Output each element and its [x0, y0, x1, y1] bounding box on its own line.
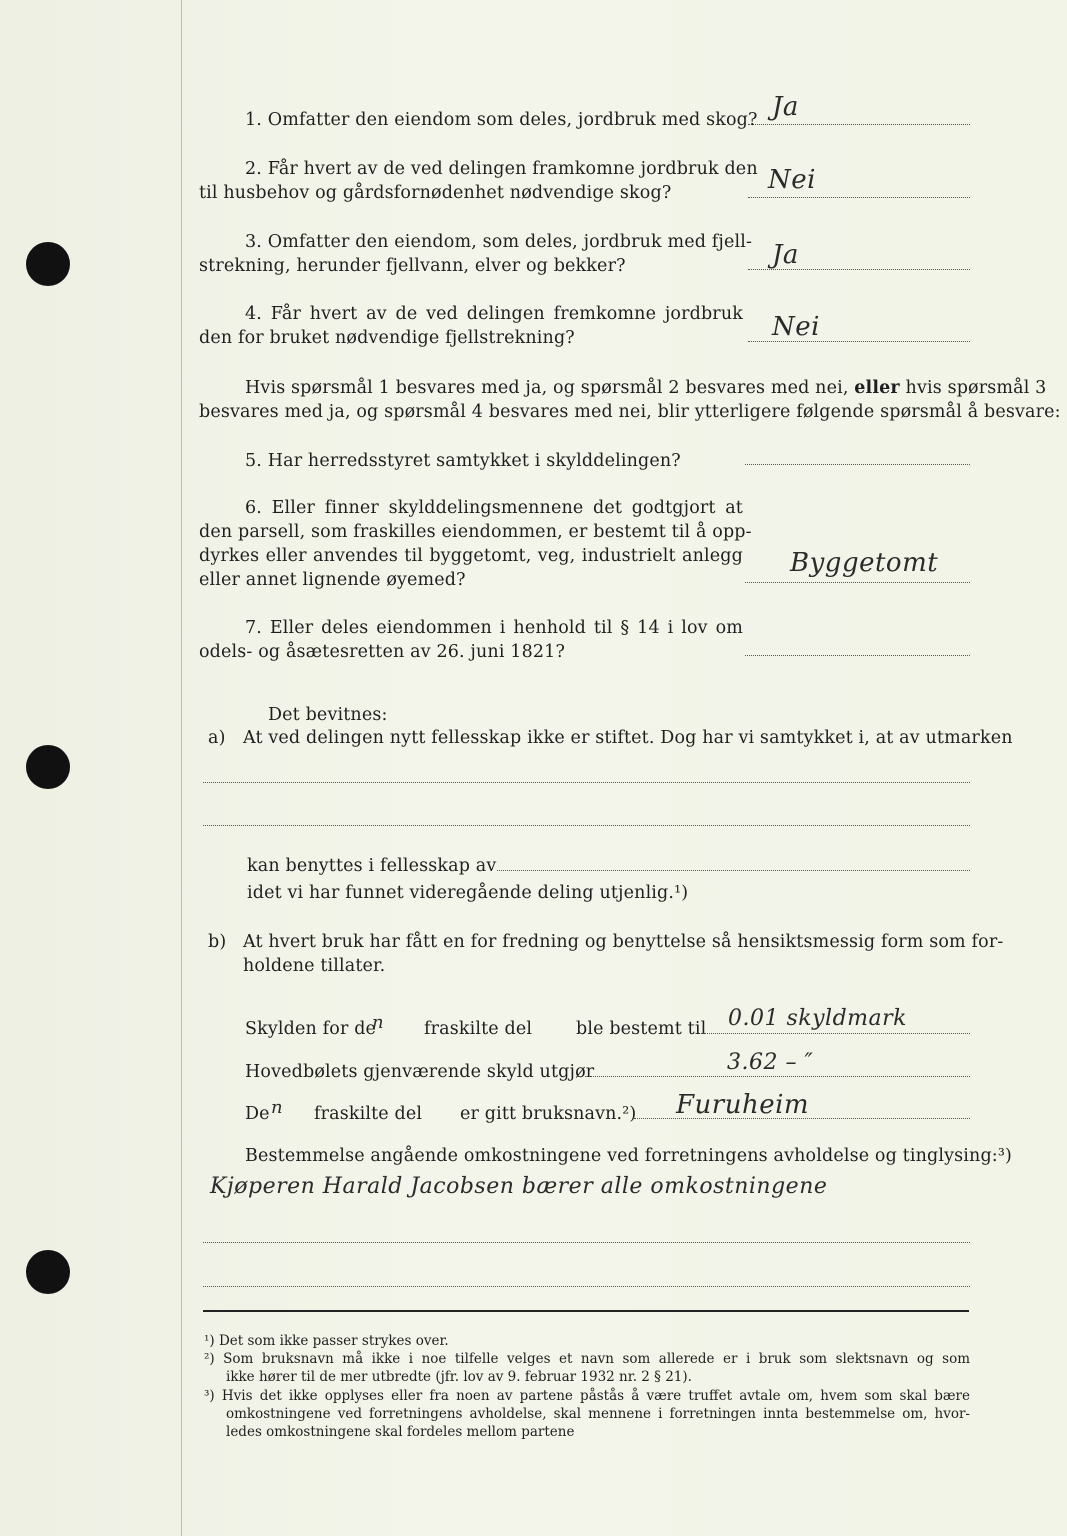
attest-b-label: b) — [208, 932, 227, 952]
question-4-line-1: 4. Får hvert av de ved delingen fremkomne jordbruk — [245, 304, 743, 324]
skyld-row-1-determined: ble bestemt til — [576, 1019, 707, 1039]
footnote-3-line-3: ledes omkostningene skal fordeles mellom partene — [226, 1424, 575, 1440]
question-3-line-1: 3. Omfatter den eiendom, som deles, jordbruk med fjell- — [245, 232, 753, 252]
question-2-line-1: 2. Får hvert av de ved delingen framkomne jordbruk den — [245, 159, 758, 179]
handwritten-answer-3: Ja — [772, 240, 799, 270]
condition-emphasis: eller — [854, 378, 900, 398]
reason-text: idet vi har funnet videregående deling utjenlig.¹) — [247, 883, 689, 903]
condition-line-1c: hvis spørsmål 3 — [905, 378, 1047, 398]
condition-line-1a: Hvis spørsmål 1 besvares med ja, og spørsmål 2 besvares med nei, — [245, 378, 849, 398]
footnote-rule — [203, 1310, 969, 1312]
answer-line-2[interactable] — [748, 197, 970, 198]
attest-b-line-1: At hvert bruk har fått en for fredning og benyttelse så hensiktsmessig form som for- — [243, 932, 1004, 952]
attest-a-label: a) — [208, 728, 226, 748]
skyld-row-1-answer: 0.01 skyldmark — [728, 1006, 907, 1031]
handwritten-answer-1: Ja — [772, 92, 799, 122]
costs-line-2[interactable] — [203, 1286, 970, 1287]
skyld-row-1-label: Skylden for de — [245, 1019, 377, 1039]
footnote-3-line-2: omkostningene ved forretningens avholdelse, skal mennene i forretningen innta bestemmelse om, hvor- — [226, 1406, 970, 1422]
condition-line-2: besvares med ja, og spørsmål 4 besvares med nei, blir ytterligere følgende spørsmål å besvare: — [199, 402, 1061, 422]
shared-use-label: kan benyttes i fellesskap av — [247, 856, 497, 876]
question-5: 5. Har herredsstyret samtykket i skylddelingen? — [245, 451, 681, 471]
footnote-2-line-2: ikke hører til de mer utbredte (jfr. lov av 9. februar 1932 nr. 2 § 21). — [226, 1369, 692, 1385]
attest-heading: Det bevitnes: — [268, 705, 388, 725]
skyld-row-1-part: fraskilte del — [424, 1019, 533, 1039]
footnote-2-line-1: ²) Som bruksnavn må ikke i noe tilfelle velges et navn som allerede er i bruk som slektsnavn og som — [204, 1351, 970, 1367]
skyld-row-2-answer: 3.62 – ″ — [727, 1050, 814, 1075]
skyld-row-3-insert: n — [271, 1097, 284, 1118]
skyld-row-2-label: Hovedbølets gjenværende skyld utgjør — [245, 1062, 595, 1082]
fill-line-utmark-2[interactable] — [203, 825, 970, 826]
question-6-line-3: dyrkes eller anvendes til byggetomt, veg, industrielt anlegg — [199, 546, 743, 566]
fill-line-shared-use[interactable] — [497, 870, 970, 871]
margin-line — [181, 0, 182, 1536]
question-3-line-2: strekning, herunder fjellvann, elver og bekker? — [199, 256, 626, 276]
answer-line-5[interactable] — [745, 464, 970, 465]
question-7-line-2: odels- og åsætesretten av 26. juni 1821? — [199, 642, 565, 662]
skyld-row-3-answer: Furuheim — [676, 1090, 810, 1120]
attest-a-text: At ved delingen nytt fellesskap ikke er stiftet. Dog har vi samtykket i, at av utmarken — [243, 728, 1013, 748]
costs-label: Bestemmelse angående omkostningene ved forretningens avholdelse og tinglysing:³) — [245, 1146, 1012, 1166]
question-6-line-4: eller annet lignende øyemed? — [199, 570, 466, 590]
question-1: 1. Omfatter den eiendom som deles, jordbruk med skog? — [245, 110, 758, 130]
attest-b-line-2: holdene tillater. — [243, 956, 386, 976]
skyld-row-3-named: er gitt bruksnavn.²) — [460, 1104, 637, 1124]
skyld-row-3-part: fraskilte del — [314, 1104, 423, 1124]
punch-hole-middle — [26, 745, 70, 789]
punch-hole-top — [26, 242, 70, 286]
handwritten-answer-2: Nei — [768, 165, 816, 195]
answer-line-6[interactable] — [745, 582, 970, 583]
question-7-line-1: 7. Eller deles eiendommen i henhold til § 14 i lov om — [245, 618, 743, 638]
skyld-row-1-line[interactable] — [703, 1033, 970, 1034]
question-6-line-2: den parsell, som fraskilles eiendommen, er bestemt til å opp- — [199, 522, 752, 542]
answer-line-1[interactable] — [748, 124, 970, 125]
fill-line-utmark-1[interactable] — [203, 782, 970, 783]
question-4-line-2: den for bruket nødvendige fjellstrekning? — [199, 328, 575, 348]
condition-line-1 — [245, 377, 1046, 400]
handwritten-answer-4: Nei — [772, 312, 820, 342]
footnote-3-line-1: ³) Hvis det ikke opplyses eller fra noen av partene påstås å være truffet avtale om, hvem som skal bære — [204, 1388, 970, 1404]
footnote-1: ¹) Det som ikke passer strykes over. — [204, 1333, 449, 1349]
skyld-row-2-line[interactable] — [585, 1076, 970, 1077]
costs-answer: Kjøperen Harald Jacobsen bærer alle omkostningene — [210, 1174, 828, 1199]
costs-line-1[interactable] — [203, 1242, 970, 1243]
question-6-line-1: 6. Eller finner skylddelingsmennene det godtgjort at — [245, 498, 743, 518]
skyld-row-3-label: De — [245, 1104, 270, 1124]
question-2-line-2: til husbehov og gårdsfornødenhet nødvendige skog? — [199, 183, 672, 203]
skyld-row-1-insert: n — [372, 1012, 385, 1033]
punch-hole-bottom — [26, 1250, 70, 1294]
answer-line-7[interactable] — [745, 655, 970, 656]
handwritten-answer-6: Byggetomt — [790, 548, 939, 578]
